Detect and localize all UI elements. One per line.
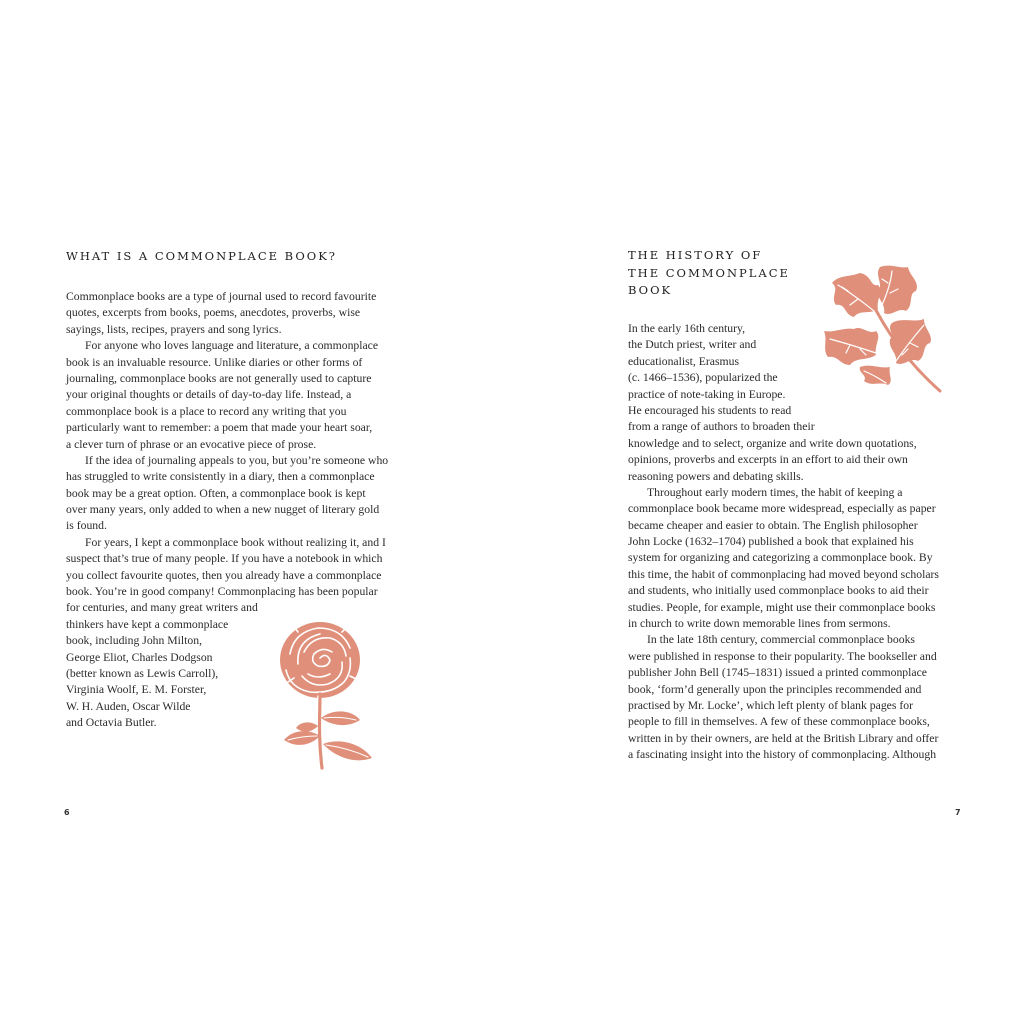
left-text-line: you collect favourite quotes, then you already have a commonplace: [66, 568, 382, 582]
oak-leaf-illustration: [820, 263, 946, 399]
left-page: [0, 0, 512, 1025]
right-text-line: publisher John Bell (1745–1831) issued a printed commonplace: [628, 666, 927, 680]
left-text-line: George Eliot, Charles Dodgson: [66, 650, 213, 664]
right-page-number: 7: [955, 808, 961, 817]
left-text-line: suspect that’s true of many people. If you have a notebook in which: [66, 552, 383, 566]
left-text-line: Commonplace books are a type of journal used to record favourite: [66, 290, 377, 303]
left-page-number: 6: [64, 808, 70, 817]
right-text-line: became cheaper and easier to obtain. The English philosopher: [628, 518, 918, 532]
left-text-line: If the idea of journaling appeals to you, but you’re someone who: [85, 453, 389, 467]
right-heading-line: THE HISTORY OF: [628, 248, 763, 262]
right-text-line: book, ‘form’d generally upon the principles recommended and: [628, 682, 922, 696]
right-text-line: and students, who initially used commonplace books to aid their: [628, 584, 929, 598]
right-page-heading: [628, 247, 790, 300]
right-text-line: Throughout early modern times, the habit of keeping a: [647, 485, 903, 499]
left-text-line: For anyone who loves language and literature, a commonplace: [85, 339, 379, 353]
right-text-line: people to fill in themselves. A few of these commonplace books,: [628, 715, 930, 729]
right-text-line: system for organizing and categorizing a commonplace book. By: [628, 551, 933, 565]
left-text-line: book is an invaluable resource. Unlike diaries or other forms of: [66, 355, 363, 369]
left-text-line: has struggled to write consistently in a diary, then a commonplace: [66, 470, 375, 484]
right-text-line: this time, the habit of commonplacing had moved beyond scholars: [628, 567, 939, 581]
right-text-line: He encouraged his students to read: [628, 403, 792, 417]
right-text-line: in church to write down memorable lines from sermons.: [628, 617, 891, 631]
left-text-line: your original thoughts or details of day-to-day life. Instead, a: [66, 388, 352, 402]
right-text-line: studies. People, for example, might use their commonplace books: [628, 600, 936, 614]
left-text-line: over many years, only added to when a new nugget of literary gold: [66, 503, 380, 517]
right-text-line: In the early 16th century,: [628, 322, 746, 335]
right-text-line: practised by Mr. Locke’, which left plenty of blank pages for: [628, 698, 913, 712]
right-text-line: the Dutch priest, writer and: [628, 338, 757, 352]
left-text-line: book may be a great option. Often, a commonplace book is kept: [66, 486, 366, 500]
left-text-line: journaling, commonplace books are not generally used to capture: [66, 371, 372, 385]
left-page-heading: WHAT IS A COMMONPLACE BOOK?: [66, 249, 337, 263]
right-text-line: John Locke (1632–1704) published a book that explained his: [628, 535, 914, 549]
left-text-line: commonplace book is a place to record any writing that you: [66, 404, 347, 418]
left-text-line: for centuries, and many great writers and: [66, 601, 258, 615]
left-text-line: Virginia Woolf, E. M. Forster,: [66, 683, 207, 697]
left-text-line: thinkers have kept a commonplace: [66, 617, 229, 631]
left-text-line: (better known as Lewis Carroll),: [66, 666, 219, 680]
left-text-line: quotes, excerpts from books, poems, anecdotes, proverbs, wise: [66, 306, 361, 320]
right-heading-line: BOOK: [628, 283, 673, 297]
right-text-line: In the late 18th century, commercial commonplace books: [647, 633, 915, 647]
left-text-line: book. You’re in good company! Commonplacing has been popular: [66, 585, 378, 599]
right-text-line: opinions, proverbs and excerpts in an effort to aid their own: [628, 453, 908, 467]
left-text-line: sayings, lists, recipes, prayers and song lyrics.: [66, 322, 282, 336]
right-text-line: were published in response to their popularity. The bookseller and: [628, 649, 937, 663]
right-text-line: commonplace book became more widespread, especially as paper: [628, 502, 936, 516]
right-text-line: a fascinating insight into the history of commonplacing. Although: [628, 748, 937, 762]
left-text-line: W. H. Auden, Oscar Wilde: [66, 699, 191, 713]
rose-illustration: [268, 618, 380, 773]
right-text-line: reasoning powers and debating skills.: [628, 469, 804, 483]
right-text-line: from a range of authors to broaden their: [628, 420, 815, 434]
left-text-line: For years, I kept a commonplace book without realizing it, and I: [85, 535, 386, 549]
left-text-line: book, including John Milton,: [66, 634, 203, 648]
right-text-line: knowledge and to select, organize and write down quotations,: [628, 436, 917, 450]
left-text-line: a clever turn of phrase or an evocative piece of prose.: [66, 437, 317, 451]
left-text-line: and Octavia Butler.: [66, 716, 157, 730]
left-text-line: particularly want to remember: a poem that made your heart soar,: [66, 421, 373, 435]
right-text-line: practice of note-taking in Europe.: [628, 387, 786, 401]
right-text-line: educationalist, Erasmus: [628, 354, 740, 368]
right-text-line: written in by their owners, are held at the British Library and offer: [628, 731, 939, 745]
right-text-line: (c. 1466–1536), popularized the: [628, 371, 778, 385]
right-page: [512, 0, 1025, 1025]
left-text-line: is found.: [66, 519, 107, 533]
right-heading-line: THE COMMONPLACE: [628, 265, 790, 280]
